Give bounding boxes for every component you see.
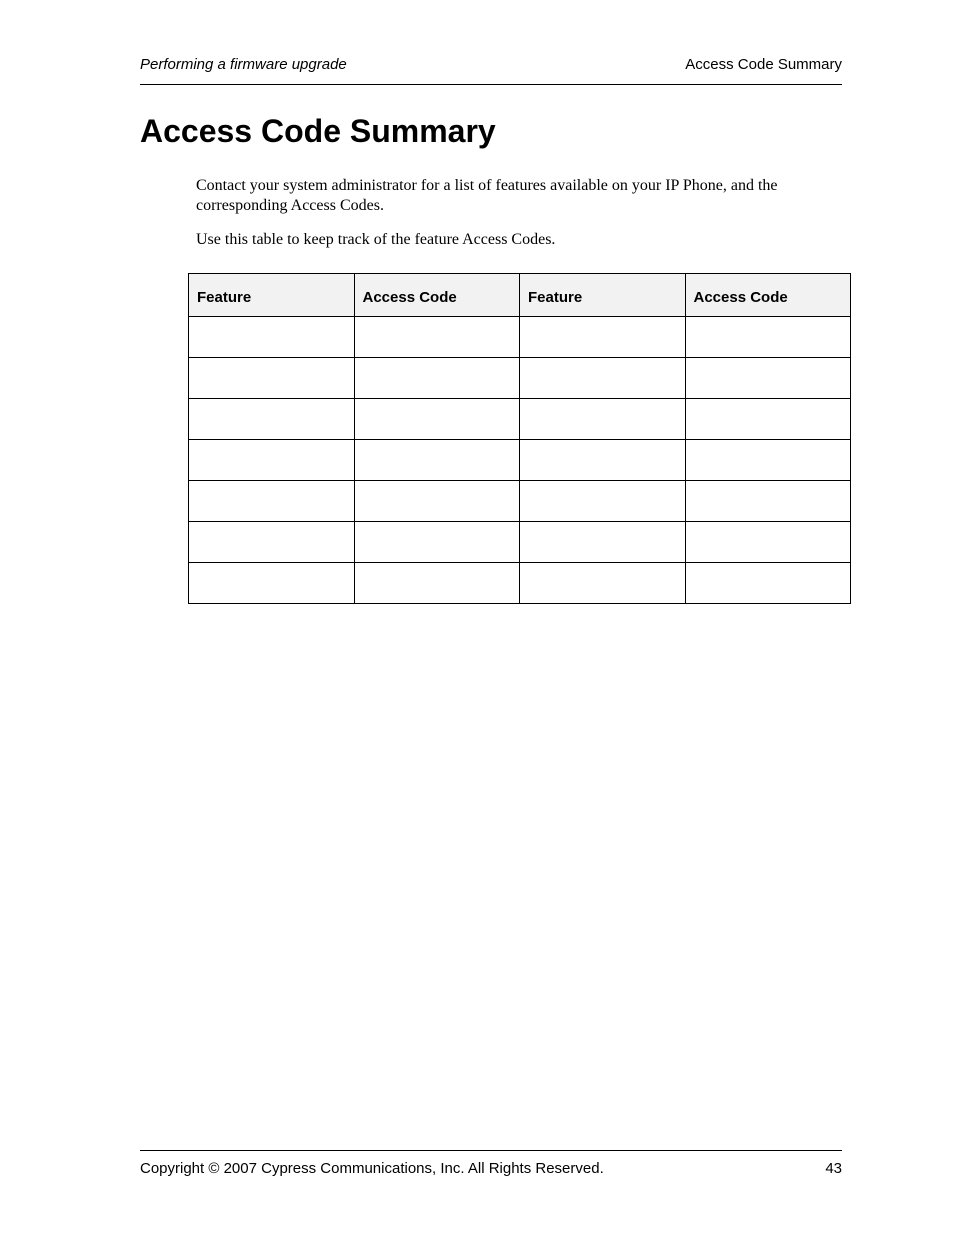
table-cell bbox=[354, 481, 520, 522]
table-cell bbox=[520, 358, 686, 399]
table-cell bbox=[354, 317, 520, 358]
table-cell bbox=[520, 481, 686, 522]
column-header-feature-1: Feature bbox=[189, 274, 355, 317]
table-instruction-paragraph: Use this table to keep track of the feature Access Codes. bbox=[196, 231, 556, 248]
table-cell bbox=[520, 317, 686, 358]
footer-page-number: 43 bbox=[825, 1160, 842, 1177]
table-cell bbox=[520, 563, 686, 604]
header-chapter-title: Access Code Summary bbox=[685, 56, 842, 73]
table-cell bbox=[685, 317, 851, 358]
table-header-row bbox=[189, 274, 851, 317]
column-header-access-code-1: Access Code bbox=[354, 274, 520, 317]
table-cell bbox=[354, 399, 520, 440]
table-cell bbox=[189, 317, 355, 358]
table-cell bbox=[520, 522, 686, 563]
page-footer bbox=[140, 1150, 842, 1177]
page-title: Access Code Summary bbox=[140, 113, 496, 149]
table-cell bbox=[189, 563, 355, 604]
table-cell bbox=[520, 440, 686, 481]
table-cell bbox=[685, 522, 851, 563]
table-body bbox=[189, 317, 851, 604]
table-cell bbox=[685, 481, 851, 522]
table-cell bbox=[189, 522, 355, 563]
table-cell bbox=[189, 481, 355, 522]
access-code-table bbox=[188, 273, 851, 604]
footer-copyright: Copyright © 2007 Cypress Communications, Inc. All Rights Reserved. bbox=[140, 1160, 604, 1177]
table-row bbox=[189, 440, 851, 481]
table-cell bbox=[354, 522, 520, 563]
table-row bbox=[189, 317, 851, 358]
table-cell bbox=[354, 563, 520, 604]
table-cell bbox=[520, 399, 686, 440]
table-cell bbox=[189, 440, 355, 481]
table-cell bbox=[354, 358, 520, 399]
table-cell bbox=[354, 440, 520, 481]
table-cell bbox=[685, 563, 851, 604]
table-row bbox=[189, 481, 851, 522]
table-row bbox=[189, 522, 851, 563]
table-row bbox=[189, 358, 851, 399]
column-header-access-code-2: Access Code bbox=[685, 274, 851, 317]
table-cell bbox=[685, 440, 851, 481]
table-cell bbox=[685, 358, 851, 399]
table-cell bbox=[685, 399, 851, 440]
table-row bbox=[189, 399, 851, 440]
intro-paragraph: Contact your system administrator for a list of features available on your IP Phone, and the corresponding Access Codes. bbox=[196, 177, 778, 214]
table-row bbox=[189, 563, 851, 604]
column-header-feature-2: Feature bbox=[520, 274, 686, 317]
table-cell bbox=[189, 399, 355, 440]
table-cell bbox=[189, 358, 355, 399]
header-section-title: Performing a firmware upgrade bbox=[140, 56, 347, 73]
page-header bbox=[140, 55, 842, 85]
